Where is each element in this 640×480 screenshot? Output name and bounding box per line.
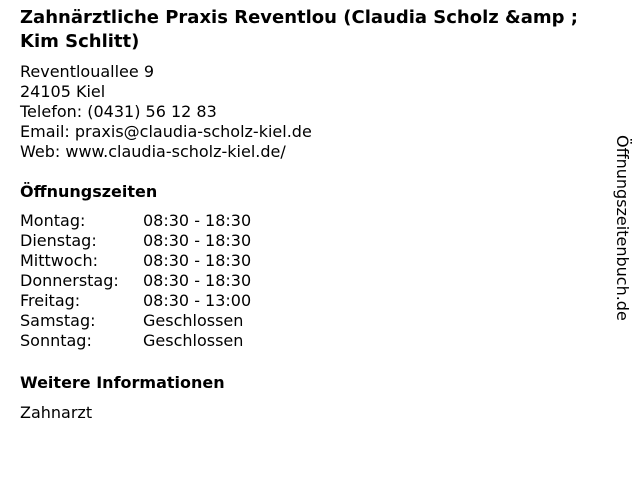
- hours-day: Donnerstag:: [20, 271, 119, 290]
- hours-day: Montag:: [20, 211, 86, 230]
- street-address: Reventlouallee 9: [20, 62, 154, 81]
- hours-day: Freitag:: [20, 291, 81, 310]
- opening-hours-table: [20, 211, 610, 351]
- hours-row-wednesday: [20, 251, 610, 271]
- hours-day: Mittwoch:: [20, 251, 98, 270]
- hours-time: 08:30 - 18:30: [143, 231, 252, 250]
- hours-time: Geschlossen: [143, 311, 244, 330]
- hours-time: 08:30 - 18:30: [143, 271, 252, 290]
- business-category: Zahnarzt: [20, 403, 93, 422]
- hours-row-sunday: [20, 331, 610, 351]
- hours-row-tuesday: [20, 231, 610, 251]
- hours-row-monday: [20, 211, 610, 231]
- more-info-heading: Weitere Informationen: [20, 373, 225, 392]
- hours-day: Samstag:: [20, 311, 96, 330]
- site-watermark: Öffnungszeitenbuch.de: [613, 135, 632, 321]
- postal-city: 24105 Kiel: [20, 82, 106, 101]
- website: Web: www.claudia-scholz-kiel.de/: [20, 142, 286, 161]
- hours-day: Sonntag:: [20, 331, 92, 350]
- listing-card: [20, 6, 610, 423]
- hours-row-saturday: [20, 311, 610, 331]
- phone-number: Telefon: (0431) 56 12 83: [20, 102, 217, 121]
- hours-time: Geschlossen: [143, 331, 244, 350]
- hours-time: 08:30 - 18:30: [143, 211, 252, 230]
- hours-day: Dienstag:: [20, 231, 97, 250]
- address-block: [20, 62, 610, 162]
- hours-row-friday: [20, 291, 610, 311]
- opening-hours-heading: Öffnungszeiten: [20, 182, 158, 201]
- business-title: Zahnärztliche Praxis Reventlou (Claudia Scholz &amp ; Kim Schlitt): [20, 7, 578, 52]
- email-address: Email: praxis@claudia-scholz-kiel.de: [20, 122, 312, 141]
- hours-time: 08:30 - 13:00: [143, 291, 252, 310]
- hours-row-thursday: [20, 271, 610, 291]
- hours-time: 08:30 - 18:30: [143, 251, 252, 270]
